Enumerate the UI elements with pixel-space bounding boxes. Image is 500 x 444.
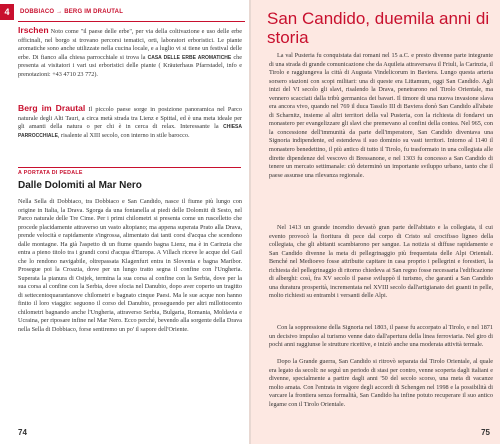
berg-lead: Berg im Drautal	[18, 103, 86, 113]
header-divider	[18, 21, 245, 22]
chapter-header	[0, 4, 123, 20]
section-tag: A PORTATA DI PEDALE	[18, 170, 83, 176]
irschen-smallcaps: CASA DELLE ERBE AROMATICHE	[147, 54, 232, 61]
irschen-text-b: che presenta ai visitatori i vari usi erboristici delle piante ( Kräuterhaus Pfarrstadel, info e prenotazioni: +43 4710 23 772).	[18, 53, 243, 78]
history-paragraph-3: Con la soppressione della Signoria nel 1803, il paese fu accorpato al Tirolo, e nel 1871 un decisivo impulso al turismo venne dato dall'apertura della linea ferroviaria. Nel giro di pochi anni raggiunse le strutture ricettive, e iniziò anche una moderata attività termale.	[269, 324, 493, 349]
chapter-title: DOBBIACO → BERG IM DRAUTAL	[20, 9, 124, 15]
irschen-paragraph	[18, 26, 242, 80]
berg-paragraph	[18, 104, 242, 140]
history-paragraph-2: Nel 1413 un grande incendio devastò gran parte dell'abitato e la collegiata, il cui evento provocò la fioritura di pece dal corpo di Cristo sul crocifisso ligneo della collegiata, che gli abitanti scambiarono per sangue. La notizia si diffuse rapidamente e San Candido divenne la meta di pellegrinaggio più frequentata delle Alpi Orientali. Benché nel Medioevo fosse attribuite capitare in casa proprio i pellegrini e forestieri, la richiesta del pellegrinaggio di ritorno chiedeva ai San regno fosse necessaria l'edificazione di alberghi: così, fra XV secolo il paese sviluppò il turismo, che garantì a San Candido una duratura prosperità, incrementata nel XVIII secolo dall'artigianato dei guanti in pelle, molto richiesti su entrambi i versanti delle Alpi.	[269, 224, 493, 300]
page-number-right: 75	[481, 428, 490, 437]
section-title: Dalle Dolomiti al Mar Nero	[18, 180, 142, 191]
right-page	[251, 0, 500, 444]
berg-text-a: Il piccolo paese sorge in posizione panoramica nel Parco naturale degli Alti Tauri, a circa metà strada tra Lienz e Spittal, ed è una meta ideale per gli amanti della natura o per chi è in cerca di relax. Interessante la	[18, 106, 242, 131]
right-page-title: San Candido, duemila anni di storia	[267, 9, 490, 47]
irschen-lead: Irschen	[18, 25, 49, 35]
drava-body: Nella Sella di Dobbiaco, tra Dobbiaco e San Candido, nasce il fiume più lungo con origine in Italia, la Drava. Sgorga da una fontanella ai piedi delle Dolomiti di Sesto, nel Parco naturale delle Tre Cime. Per i primi chilometri si presenta come un ruscelletto che procede placidamente attraverso un vasto altopiano; ma appena superata Prato alla Drava, prende velocità e rapidamente s'ingrossa, alimentato dai tanti corsi d'acqua che scendono dalle montagne. Ha già l'aspetto di un fiume quando bagna Lienz, ma è in Carinzia che entra a pieno titolo tra i grandi corsi d'acqua d'Europa. A Villach riceve le acque del Gail che lo rendono navigabile, oltrepassata Klagenfurt entra in Slovenia e bagna Maribor. Prosegue poi la Croazia, dove per un lungo tratto segna il confine con l'Ungheria. Superata la pianura di Osijek, termina la sua corsa al confine con la Serbia, dove per la sua corsa al confine con la Serbia, dove sfocia nel Danubio, dopo aver coperto un tragitto di settecentoquarantanove chilometri e bagnato cinque Paesi. Ma le sue acque non hanno finito il loro viaggio: seguono il corso del Danubio, proseguendo per altri millottocento chilometri bagnando anche l'Ungheria, attraverso Serbia, Bulgaria, Romania, Moldavia e Ucraina, per riposare infine nel Mar Nero. Ecco perché, bevendo alla sorgente della Drava nella Sella di Dobbiaco, forse sentiremo un po' il sapore dell'Oriente.	[18, 198, 242, 333]
left-page	[0, 0, 249, 444]
section-divider	[18, 167, 241, 168]
page-number-left: 74	[18, 428, 27, 437]
history-paragraph-1: La val Pusteria fu conquistata dai romani nel 15 a.C. e presto divenne parte integrante di una strada di grande comunicazione che da Aquileia attraversava il Friuli, la Carinzia, il Tirolo e raggiungeva la città di Augusta Vindelicorum in Baviera. Lungo questa arteria sorsero stazioni con scopi militari: una di queste era Littamum, oggi San Candido. Agli inizi del VI secolo gli slavi, risalendo la Drava, penetrarono nel Tirolo Orientale, ma vennero scacciati dalla tribù germanica dei bavari. Il timore di una nuova invasione slava era ancora vivo, quando nel 769 il duca Tassilo III di Baviera donò San Candido all'abate di Scharnitz, insieme al altri territori della val Pusteria, con la richiesta di fondarvi un monastero per evangelizzare gli slavi che premevano al confini della contea. Nel 965, con la concessione dell'immunità da parte dell'imperatore, San Candido diventava una Signoria indipendente, ed estendeva il suo dominio su vasti territori. Intorno al 1140 il monastero benedettino, il più antico di tutto il Tirolo, fu trasformato in una collegiata alle dirette dipendenze del vescovo di Bressanone, e nel 1303 fu concesso a San Candido di tenere un mercato settimanale: ciò determinò un importante sviluppo urbano, tanto che il paese assunse una rilevanza regionale.	[269, 52, 493, 179]
berg-smallcaps: CHIESA PARROCCHIALE	[18, 124, 242, 139]
chapter-number-badge: 4	[0, 4, 14, 20]
history-paragraph-4: Dopo la Grande guerra, San Candido si ritrovò separata dal Tirolo Orientale, al quale era legato da secoli: ne seguì un periodo di stasi per contro, venne scoperta dagli italiani e divenne, specialmente a partire dagli anni '50 del secolo scorso, una meta di vacanze molto amata. Con l'entrata in vigore degli accordi di Schengen nel 1998 e la possibilità di varcare la frontiera senza formalità, San Candido ha infine potuto recuperare il suo antico legame con il Tirolo Orientale.	[269, 358, 493, 408]
berg-text-b: , risalente al XIII secolo, con interno in stile barocco.	[57, 131, 190, 139]
irschen-text-a: Noto come "il paese delle erbe", per via della coltivazione e uso delle erbe officinali, nel borgo si trovano percorsi tematici, orti, laboratori erboristici. Le piante aromatiche sono anche utilizzate nella cucina locale, e a luglio vi si tiene un festival delle erbe. Di fianco alla chiesa parrocchiale si trova la	[18, 28, 242, 61]
